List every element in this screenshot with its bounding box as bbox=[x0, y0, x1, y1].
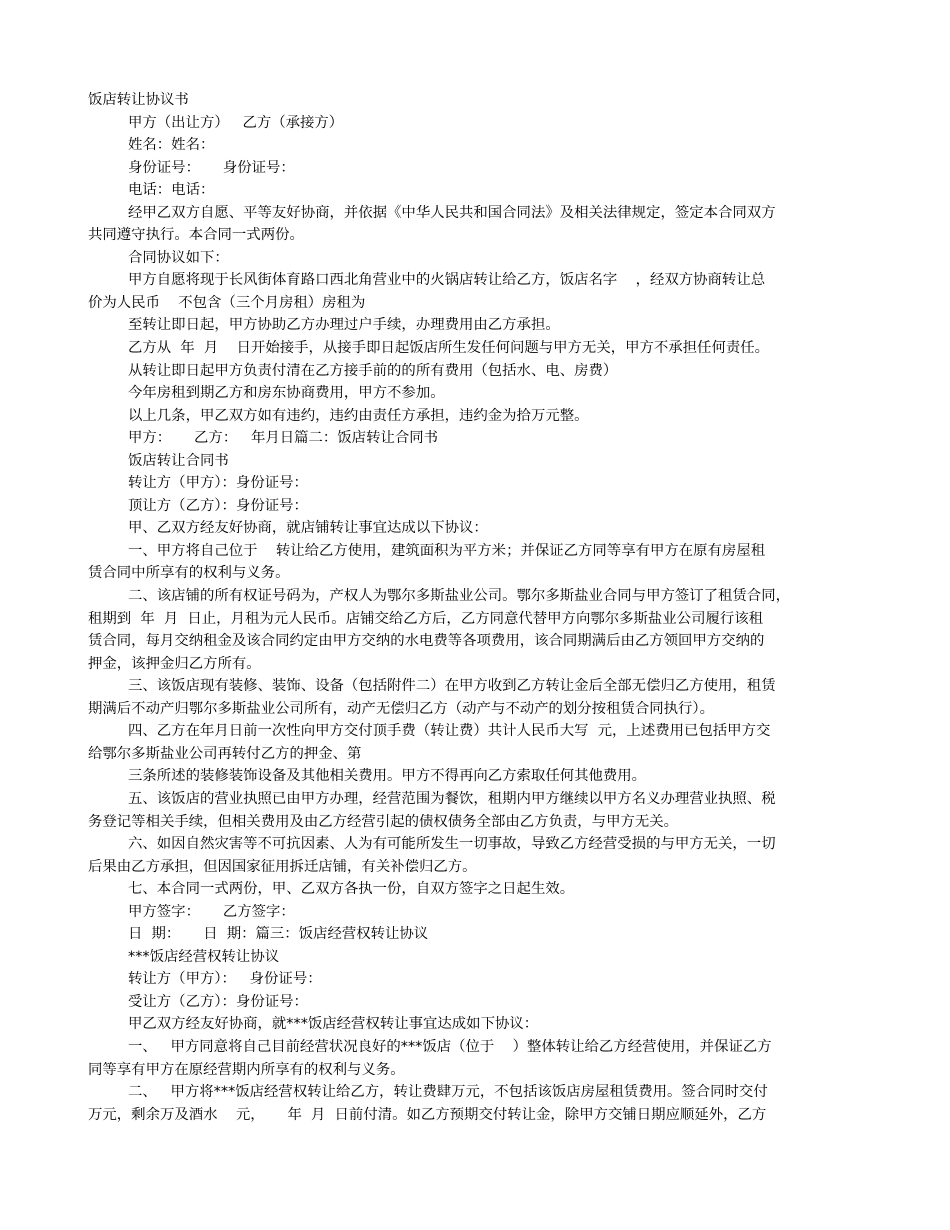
text-line: 乙方从 年 月 日开始接手，从接手即日起饭店所生发任何问题与甲方无关，甲方不承担任何责任。 bbox=[128, 340, 770, 357]
text-line: 饭店转让合同书 bbox=[128, 452, 229, 469]
text-line: ***饭店经营权转让协议 bbox=[128, 948, 280, 965]
text-line: 甲、乙双方经友好协商，就店铺转让事宜达成以下协议： bbox=[128, 520, 488, 537]
text-line: 期满后不动产归鄂尔多斯盐业公司所有，动产无偿归乙方（动产与不动产的划分按租赁合同执行）。 bbox=[88, 700, 714, 717]
text-line: 甲方自愿将现于长风街体育路口西北角营业中的火锅店转让给乙方，饭店名字 ，经双方协商转让总 bbox=[128, 272, 766, 289]
text-line: 今年房租到期乙方和房东协商费用，甲方不参加。 bbox=[128, 385, 445, 402]
text-line: 从转让即日起甲方负责付清在乙方接手前的的所有费用（包括水、电、房费） bbox=[128, 362, 618, 379]
text-line: 后果由乙方承担，但因国家征用拆迁店铺，有关补偿归乙方。 bbox=[88, 858, 477, 875]
text-line: 六、如因自然灾害等不可抗因素、人为有可能所发生一切事故，导致乙方经营受损的与甲方无关，一切 bbox=[128, 836, 776, 853]
text-line: 二、该店铺的所有权证号码为，产权人为鄂尔多斯盐业公司。鄂尔多斯盐业合同与甲方签订了租赁合同， bbox=[128, 588, 790, 605]
text-line: 甲方： 乙方： 年月日篇二：饭店转让合同书 bbox=[128, 430, 439, 447]
document-page bbox=[88, 89, 868, 1126]
text-line: 三、该饭店现有装修、装饰、设备（包括附件二）在甲方收到乙方转让金后全部无偿归乙方使用，租赁 bbox=[128, 678, 776, 695]
text-line: 价为人民币 不包含（三个月房租）房租为 bbox=[88, 294, 366, 311]
text-line: 租期到 年 月 日止，月租为元人民币。店铺交给乙方后，乙方同意代替甲方向鄂尔多斯盐业公司履行该租 bbox=[88, 610, 764, 627]
text-line: 姓名：姓名： bbox=[128, 137, 215, 154]
text-line: 务登记等相关手续，但相关费用及由乙方经营引起的债权债务全部由乙方负责，与甲方无关。 bbox=[88, 813, 679, 830]
text-line: 一、 甲方同意将自己目前经营状况良好的***饭店（位于 ）整体转让给乙方经营使用，并保证乙方 bbox=[128, 1038, 772, 1055]
text-line: 共同遵守执行。本合同一式两份。 bbox=[88, 227, 304, 244]
text-line: 四、乙方在年月日前一次性向甲方交付顶手费（转让费）共计人民币大写 元，上述费用已包括甲方交 bbox=[128, 723, 771, 740]
text-line: 同等享有甲方在原经营期内所享有的权利与义务。 bbox=[88, 1061, 405, 1078]
text-line: 三条所述的装修装饰设备及其他相关费用。甲方不得再向乙方索取任何其他费用。 bbox=[128, 768, 647, 785]
text-line: 给鄂尔多斯盐业公司再转付乙方的押金、第 bbox=[88, 745, 362, 762]
text-line: 万元，剩余万及酒水 元， 年 月 日前付清。如乙方预期交付转让金，除甲方交铺日期应顺延外，乙方 bbox=[88, 1106, 767, 1123]
text-line: 押金，该押金归乙方所有。 bbox=[88, 655, 261, 672]
text-line: 转让方（甲方）： 身份证号： bbox=[128, 971, 322, 988]
text-line: 转让方（甲方）：身份证号： bbox=[128, 475, 308, 492]
text-line: 甲乙双方经友好协商，就***饭店经营权转让事宜达成如下协议： bbox=[128, 1016, 539, 1033]
text-line: 饭店转让协议书 bbox=[88, 92, 189, 108]
text-line: 甲方（出让方） 乙方（承接方） bbox=[128, 114, 344, 131]
text-line: 经甲乙双方自愿、平等友好协商，并依据《中华人民共和国合同法》及相关法律规定，签定本合同双方 bbox=[128, 204, 776, 221]
text-line: 身份证号： 身份证号： bbox=[128, 159, 295, 176]
text-line: 受让方（乙方）：身份证号： bbox=[128, 993, 308, 1010]
text-line: 顶让方（乙方）：身份证号： bbox=[128, 497, 308, 514]
text-line: 二、 甲方将***饭店经营权转让给乙方，转让费肆万元，不包括该饭店房屋租赁费用。签合同时交付 bbox=[128, 1084, 768, 1101]
text-line: 甲方签字： 乙方签字： bbox=[128, 903, 295, 920]
text-line: 以上几条，甲乙双方如有违约，违约由责任方承担，违约金为拾万元整。 bbox=[128, 407, 589, 424]
text-line: 至转让即日起，甲方协助乙方办理过户手续，办理费用由乙方承担。 bbox=[128, 317, 560, 334]
text-line: 赁合同，每月交纳租金及该合同约定由甲方交纳的水电费等各项费用，该合同期满后由乙方领回甲方交纳的 bbox=[88, 633, 765, 650]
text-line: 合同协议如下： bbox=[128, 249, 229, 266]
text-line: 赁合同中所享有的权利与义务。 bbox=[88, 565, 290, 582]
text-line: 七、本合同一式两份，甲、乙双方各执一份，自双方签字之日起生效。 bbox=[128, 881, 575, 898]
text-line: 日 期： 日 期：篇三：饭店经营权转让协议 bbox=[128, 926, 429, 943]
text-line: 电话：电话： bbox=[128, 182, 215, 199]
text-line: 五、该饭店的营业执照已由甲方办理，经营范围为餐饮，租期内甲方继续以甲方名义办理营业执照、税 bbox=[128, 790, 776, 807]
text-line: 一、甲方将自己位于 转让给乙方使用，建筑面积为平方米；并保证乙方同等享有甲方在原有房屋租 bbox=[128, 542, 766, 559]
